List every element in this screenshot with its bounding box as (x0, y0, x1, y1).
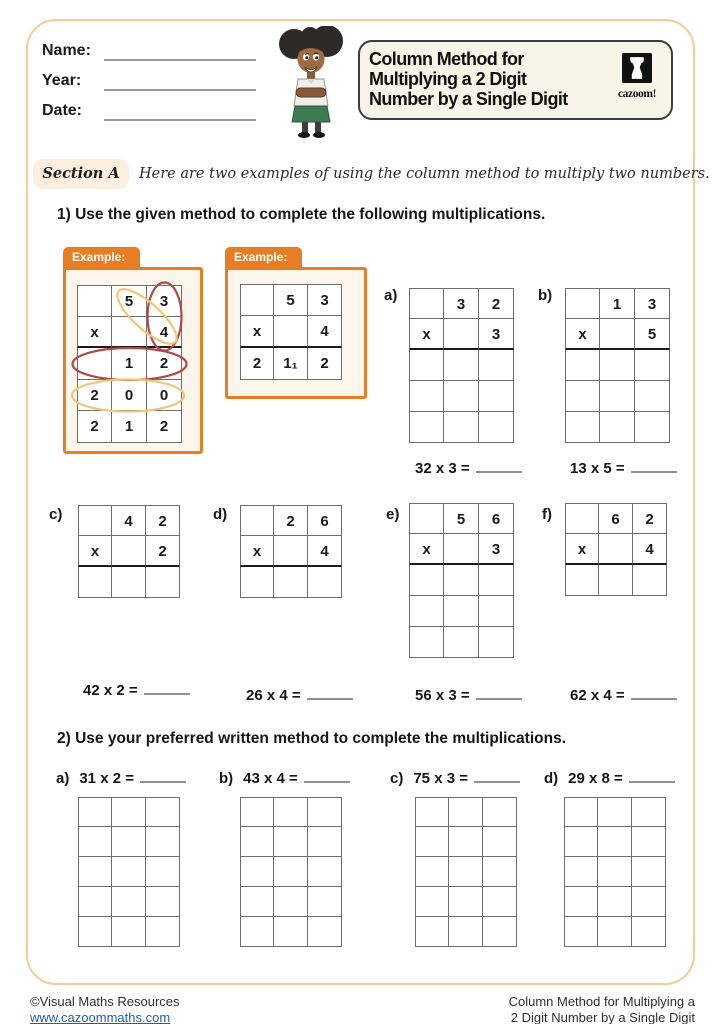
worksheet-title (369, 49, 601, 109)
grid-cell: 2 (633, 503, 667, 534)
q2-b-label: b) (219, 770, 234, 787)
section-a-badge: Section A (33, 159, 129, 189)
equation-text: 13 x 5 = (570, 460, 625, 477)
grid-cell: 0 (147, 380, 182, 412)
grid-cell (598, 797, 632, 827)
grid-cell (240, 857, 274, 887)
problem-f-label: f) (542, 506, 552, 523)
answer-blank (144, 680, 190, 695)
grid-cell: 2 (146, 505, 180, 536)
grid-cell: x (240, 536, 274, 567)
answer-blank (140, 768, 186, 783)
grid-cell (78, 857, 112, 887)
title-line-3: Number by a Single Digit (369, 89, 568, 109)
problem-d-label: d) (213, 506, 228, 523)
answer-blank (474, 768, 520, 783)
grid-cell (599, 534, 633, 565)
answer-blank (476, 458, 522, 473)
grid-cell (78, 567, 112, 598)
grid-cell: 1 (112, 348, 147, 380)
grid-cell (444, 565, 479, 596)
grid-cell: 1 (112, 411, 147, 443)
student-character-svg (270, 26, 352, 138)
grid-cell (308, 857, 342, 887)
grid-cell: 0 (112, 380, 147, 412)
grid-cell (599, 565, 633, 596)
grid-cell (598, 917, 632, 947)
grid-cell (409, 412, 444, 443)
answer-blank (476, 685, 522, 700)
question1-heading: 1) Use the given method to complete the following multiplications. (57, 206, 546, 223)
q2-d-label: d) (544, 770, 559, 787)
example2-grid (240, 284, 342, 380)
grid-cell: 2 (479, 288, 514, 319)
grid-cell (635, 381, 670, 412)
grid-cell (564, 857, 598, 887)
problem-d-grid (240, 505, 342, 598)
grid-cell (449, 827, 483, 857)
problem-a-grid (409, 288, 514, 443)
grid-cell (308, 797, 342, 827)
cazoom-logo-text: cazoom! (617, 88, 657, 100)
grid-cell (112, 536, 146, 567)
grid-cell: 2 (146, 536, 180, 567)
problem-b-equation (570, 458, 677, 477)
answer-blank (307, 685, 353, 700)
grid-cell (449, 887, 483, 917)
date-input-line[interactable] (104, 119, 256, 121)
equation-text: 32 x 3 = (415, 460, 470, 477)
grid-cell (240, 567, 274, 598)
grid-cell (274, 536, 308, 567)
grid-cell (479, 596, 514, 627)
grid-cell (240, 917, 274, 947)
problem-e-equation (415, 685, 522, 704)
equation-text: 42 x 2 = (83, 682, 138, 699)
grid-cell (274, 827, 308, 857)
grid-cell (479, 627, 514, 658)
footer-website-link[interactable]: www.cazoommaths.com (30, 1010, 171, 1024)
grid-cell: 3 (635, 288, 670, 319)
grid-cell (483, 797, 517, 827)
footer-right (509, 994, 695, 1024)
grid-cell (632, 797, 666, 827)
example2-tab: Example: (225, 247, 302, 267)
grid-cell: x (77, 317, 112, 349)
grid-cell (409, 503, 444, 534)
grid-cell (240, 887, 274, 917)
q2-b-equation: 43 x 4 = (243, 770, 298, 787)
grid-cell (565, 565, 599, 596)
grid-cell (444, 350, 479, 381)
q2-answer-grid-b (240, 797, 342, 947)
grid-cell: 4 (147, 317, 182, 349)
problem-b-label: b) (538, 287, 553, 304)
grid-cell (598, 827, 632, 857)
grid-cell (565, 381, 600, 412)
grid-cell (600, 412, 635, 443)
grid-cell: 4 (112, 505, 146, 536)
q2-d-equation: 29 x 8 = (568, 770, 623, 787)
question2-heading: 2) Use your preferred written method to complete the multiplications. (57, 730, 566, 747)
name-input-line[interactable] (104, 59, 256, 61)
grid-cell (274, 857, 308, 887)
q2-problem-c (390, 768, 520, 787)
q2-a-label: a) (56, 770, 70, 787)
grid-cell: 5 (444, 503, 479, 534)
answer-blank (631, 685, 677, 700)
grid-cell (483, 887, 517, 917)
student-character-illustration (270, 26, 352, 138)
problem-c-equation (83, 680, 190, 699)
grid-cell (308, 917, 342, 947)
problem-c-label: c) (49, 506, 63, 523)
problem-b-grid (565, 288, 670, 443)
grid-cell (146, 827, 180, 857)
grid-cell (112, 857, 146, 887)
grid-cell (146, 797, 180, 827)
grid-cell (112, 887, 146, 917)
grid-cell (565, 288, 600, 319)
grid-cell (409, 596, 444, 627)
grid-cell (409, 381, 444, 412)
grid-cell: 5 (274, 284, 308, 316)
grid-cell: 5 (112, 285, 147, 317)
equation-text: 56 x 3 = (415, 687, 470, 704)
worksheet-title-box (358, 40, 673, 120)
grid-cell (415, 797, 449, 827)
footer-doc-title-line1: Column Method for Multiplying a (508, 994, 695, 1009)
grid-cell (112, 317, 147, 349)
problem-a-label: a) (384, 287, 398, 304)
problem-e-label: e) (386, 506, 400, 523)
grid-cell (444, 627, 479, 658)
problem-a-equation (415, 458, 522, 477)
grid-cell: x (565, 534, 599, 565)
grid-cell (415, 857, 449, 887)
problem-e-grid (409, 503, 514, 658)
grid-cell (146, 567, 180, 598)
year-label: Year: (42, 72, 82, 89)
grid-cell (78, 917, 112, 947)
grid-cell: x (78, 536, 112, 567)
grid-cell (415, 827, 449, 857)
grid-cell (146, 887, 180, 917)
grid-cell (415, 887, 449, 917)
grid-cell (564, 887, 598, 917)
grid-cell (308, 567, 342, 598)
grid-cell: 2 (147, 411, 182, 443)
answer-blank (629, 768, 675, 783)
grid-cell (112, 917, 146, 947)
grid-cell (633, 565, 667, 596)
grid-cell: x (409, 319, 444, 350)
grid-cell (632, 827, 666, 857)
grid-cell (632, 917, 666, 947)
grid-cell (449, 917, 483, 947)
grid-cell (274, 887, 308, 917)
example1-grid (77, 285, 182, 443)
grid-cell: 4 (308, 316, 342, 348)
grid-cell (600, 381, 635, 412)
grid-cell (565, 412, 600, 443)
grid-cell: 4 (633, 534, 667, 565)
grid-cell: x (409, 534, 444, 565)
q2-answer-grid-c (415, 797, 517, 947)
q2-c-equation: 75 x 3 = (413, 770, 468, 787)
grid-cell (409, 565, 444, 596)
footer-doc-title-line2: 2 Digit Number by a Single Digit (510, 1010, 695, 1024)
grid-cell (78, 827, 112, 857)
grid-cell (600, 350, 635, 381)
grid-cell (240, 827, 274, 857)
footer-copyright: ©Visual Maths Resources (30, 994, 180, 1009)
grid-cell (308, 887, 342, 917)
cazoom-drum-icon (622, 53, 652, 83)
problem-d-equation (246, 685, 353, 704)
grid-cell: 2 (240, 348, 274, 380)
grid-cell: 2 (77, 380, 112, 412)
grid-cell (409, 627, 444, 658)
grid-cell (635, 350, 670, 381)
grid-cell (308, 827, 342, 857)
grid-cell: 1₁ (274, 348, 308, 380)
grid-cell (483, 857, 517, 887)
q2-answer-grid-a (78, 797, 180, 947)
grid-cell (444, 412, 479, 443)
grid-cell (565, 350, 600, 381)
grid-cell: 6 (308, 505, 342, 536)
grid-cell (240, 284, 274, 316)
grid-cell (479, 565, 514, 596)
grid-cell (479, 381, 514, 412)
grid-cell (449, 797, 483, 827)
grid-cell (78, 797, 112, 827)
equation-text: 62 x 4 = (570, 687, 625, 704)
grid-cell (240, 797, 274, 827)
grid-cell (274, 917, 308, 947)
q2-problem-b (219, 768, 350, 787)
answer-blank (304, 768, 350, 783)
grid-cell (565, 503, 599, 534)
grid-cell (77, 285, 112, 317)
grid-cell (415, 917, 449, 947)
grid-cell: 3 (479, 319, 514, 350)
name-label: Name: (42, 42, 91, 59)
grid-cell (146, 857, 180, 887)
grid-cell (564, 797, 598, 827)
grid-cell (78, 505, 112, 536)
section-a-description: Here are two examples of using the column method to multiply two numbers. (139, 166, 710, 182)
grid-cell (444, 381, 479, 412)
q2-problem-d (544, 768, 675, 787)
grid-cell: 5 (635, 319, 670, 350)
grid-cell (598, 887, 632, 917)
grid-cell (564, 827, 598, 857)
grid-cell (598, 857, 632, 887)
grid-cell (483, 827, 517, 857)
answer-blank (631, 458, 677, 473)
grid-cell (479, 412, 514, 443)
q2-c-label: c) (390, 770, 404, 787)
problem-f-equation (570, 685, 677, 704)
grid-cell (112, 827, 146, 857)
grid-cell (444, 534, 479, 565)
grid-cell: 3 (444, 288, 479, 319)
cazoom-logo (611, 53, 663, 100)
example1-tab: Example: (63, 247, 140, 267)
grid-cell: 4 (308, 536, 342, 567)
grid-cell: x (240, 316, 274, 348)
grid-cell (449, 857, 483, 887)
grid-cell: 1 (600, 288, 635, 319)
grid-cell: 2 (77, 411, 112, 443)
year-input-line[interactable] (104, 89, 256, 91)
grid-cell (146, 917, 180, 947)
title-line-1: Column Method for (369, 49, 524, 69)
grid-cell: 3 (479, 534, 514, 565)
grid-cell: 2 (308, 348, 342, 380)
grid-cell: 6 (599, 503, 633, 534)
grid-cell: 2 (147, 348, 182, 380)
date-label: Date: (42, 102, 83, 119)
grid-cell (274, 316, 308, 348)
grid-cell: x (565, 319, 600, 350)
grid-cell: 2 (274, 505, 308, 536)
grid-cell (274, 797, 308, 827)
grid-cell (78, 887, 112, 917)
grid-cell (635, 412, 670, 443)
grid-cell (444, 596, 479, 627)
grid-cell (483, 917, 517, 947)
grid-cell: 3 (308, 284, 342, 316)
q2-problem-a (56, 768, 186, 787)
grid-cell (632, 857, 666, 887)
grid-cell (240, 505, 274, 536)
grid-cell (564, 917, 598, 947)
grid-cell (632, 887, 666, 917)
grid-cell (112, 567, 146, 598)
problem-f-grid (565, 503, 667, 596)
problem-c-grid (78, 505, 180, 598)
grid-cell (409, 350, 444, 381)
grid-cell (600, 319, 635, 350)
grid-cell (409, 288, 444, 319)
q2-answer-grid-d (564, 797, 666, 947)
grid-cell (479, 350, 514, 381)
grid-cell (274, 567, 308, 598)
grid-cell (77, 348, 112, 380)
equation-text: 26 x 4 = (246, 687, 301, 704)
grid-cell: 3 (147, 285, 182, 317)
grid-cell: 6 (479, 503, 514, 534)
footer-left (30, 994, 180, 1024)
grid-cell (444, 319, 479, 350)
title-line-2: Multiplying a 2 Digit (369, 69, 527, 89)
grid-cell (112, 797, 146, 827)
q2-a-equation: 31 x 2 = (79, 770, 134, 787)
